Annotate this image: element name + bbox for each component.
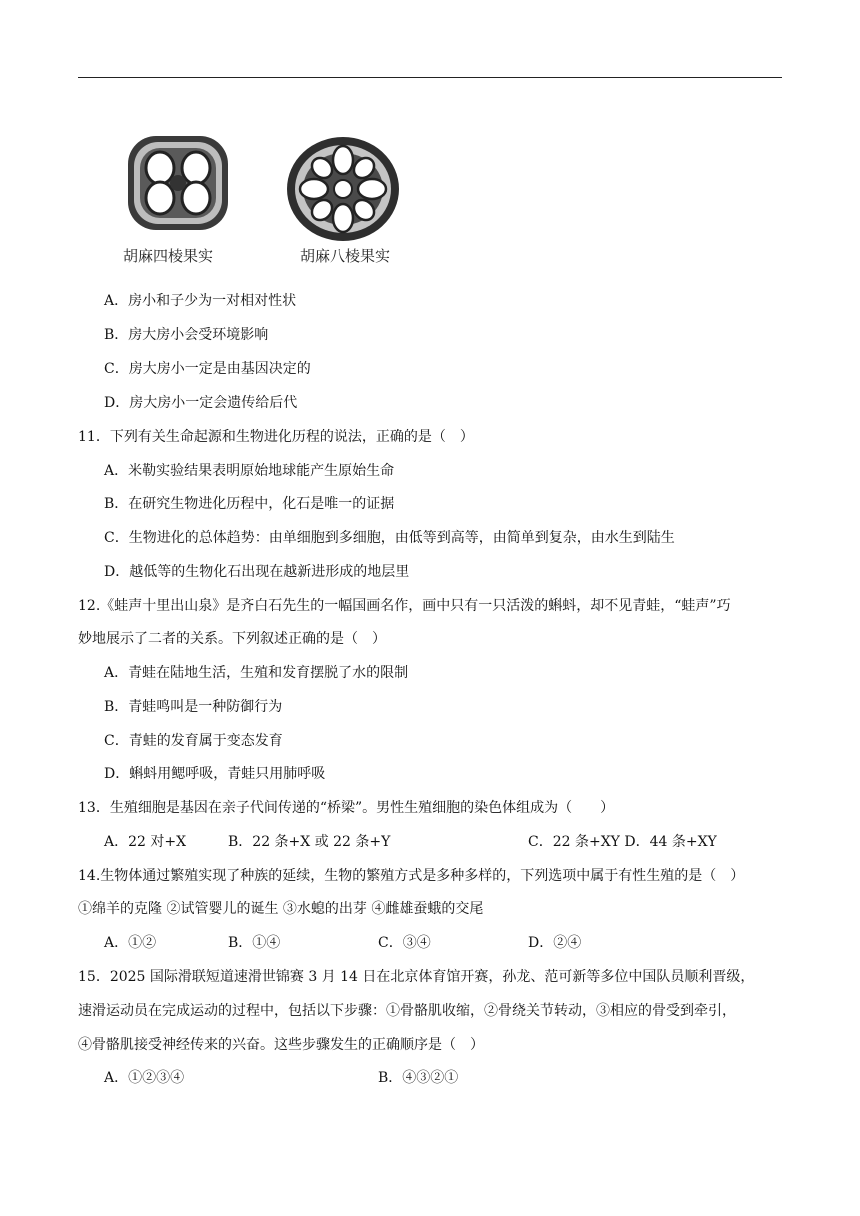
q14-option-c: C．③④ <box>378 935 431 951</box>
q14-option-b: B．①④ <box>228 935 281 951</box>
q14-option-d: D．②④ <box>528 935 582 951</box>
fruit-figure-eight-ridge <box>284 134 402 244</box>
header-rule <box>78 77 782 78</box>
q13-stem: 13．生殖细胞是基因在亲子代间传递的“桥梁”。男性生殖细胞的染色体组成为（ ） <box>78 800 615 816</box>
q12-option-a: A．青蛙在陆地生活，生殖和发育摆脱了水的限制 <box>104 665 409 681</box>
q10-option-d: D．房大房小一定会遗传给后代 <box>104 395 298 411</box>
q15-stem-line3: ④骨骼肌接受神经传来的兴奋。这些步骤发生的正确顺序是（ ） <box>78 1037 484 1053</box>
q14-items: ①绵羊的克隆 ②试管婴儿的诞生 ③水螅的出芽 ④雌雄蚕蛾的交尾 <box>78 901 484 917</box>
q11-stem: 11．下列有关生命起源和生物进化历程的说法，正确的是（ ） <box>78 429 474 445</box>
q11-option-d: D．越低等的生物化石出现在越新进形成的地层里 <box>104 564 410 580</box>
q12-option-d: D．蝌蚪用鳃呼吸，青蛙只用肺呼吸 <box>104 766 326 782</box>
q13-option-cd: C．22 条+XY D．44 条+XY <box>528 834 717 850</box>
q10-option-a: A．房小和子少为一对相对性状 <box>104 293 297 309</box>
q12-stem-line2: 妙地展示了二者的关系。下列叙述正确的是（ ） <box>78 631 386 647</box>
q12-stem-line1: 12.《蛙声十里出山泉》是齐白石先生的一幅国画名作，画中只有一只活泼的蝌蚪，却不见青蛙，“蛙声”巧 <box>78 598 731 614</box>
q13-option-a: A．22 对+X <box>104 834 187 850</box>
q15-stem-line1: 15．2025 国际滑联短道速滑世锦赛 3 月 14 日在北京体育馆开赛，孙龙、范可新等多位中国队员顺利晋级， <box>78 969 755 985</box>
q15-option-b: B．④③②① <box>378 1070 459 1086</box>
q10-option-c: C．房大房小一定是由基因决定的 <box>104 361 311 377</box>
q12-option-c: C．青蛙的发育属于变态发育 <box>104 733 283 749</box>
caption-eight-ridge: 胡麻八棱果实 <box>300 247 391 265</box>
fruit-figure-four-ridge <box>124 130 234 236</box>
caption-four-ridge: 胡麻四棱果实 <box>123 247 214 265</box>
q11-option-c: C．生物进化的总体趋势：由单细胞到多细胞，由低等到高等，由简单到复杂，由水生到陆生 <box>104 530 675 546</box>
q14-option-a: A．①② <box>104 935 157 951</box>
q13-option-b: B．22 条+X 或 22 条+Y <box>228 834 391 850</box>
q15-option-a: A．①②③④ <box>104 1070 185 1086</box>
q11-option-a: A．米勒实验结果表明原始地球能产生原始生命 <box>104 463 395 479</box>
q12-option-b: B．青蛙鸣叫是一种防御行为 <box>104 699 283 715</box>
q11-option-b: B．在研究生物进化历程中，化石是唯一的证据 <box>104 496 395 512</box>
q14-stem: 14.生物体通过繁殖实现了种族的延续，生物的繁殖方式是多种多样的，下列选项中属于有性生殖的是（ ） <box>78 868 745 884</box>
q10-option-b: B．房大房小会受环境影响 <box>104 327 269 343</box>
q15-stem-line2: 速滑运动员在完成运动的过程中，包括以下步骤：①骨骼肌收缩，②骨绕关节转动，③相应的骨受到牵引， <box>78 1003 736 1019</box>
